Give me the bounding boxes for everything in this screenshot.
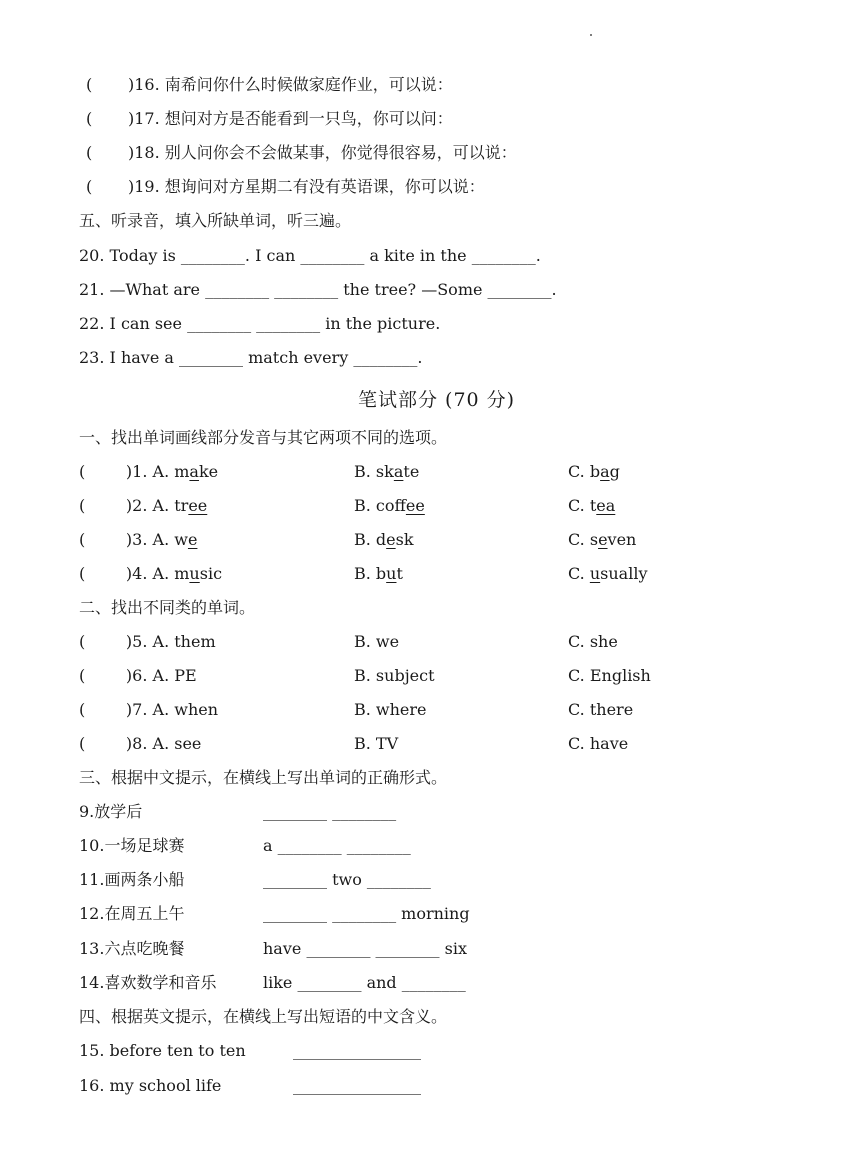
option-a: ( )7. A. when [79, 700, 219, 719]
choice-row-8 [79, 733, 779, 755]
answer-paren: ( [86, 143, 93, 162]
underlined-letters: e [598, 530, 608, 549]
option-b: B. subject [354, 666, 435, 685]
underlined-letters: a [393, 462, 404, 481]
option-b [354, 495, 425, 517]
pronunciation-row-3 [79, 529, 779, 551]
word-part: B. sk [354, 462, 394, 481]
underlined-letters: a [600, 462, 610, 481]
written-part-title: 笔试部分 (70 分) [358, 389, 516, 411]
pronunciation-row-4 [79, 563, 779, 585]
option-c [568, 495, 615, 517]
underlined-letters: u [386, 564, 397, 583]
answer-paren: ( [86, 75, 93, 94]
scan-dot [590, 34, 592, 36]
option-b: B. where [354, 700, 427, 719]
pronunciation-row-2 [79, 495, 779, 517]
underlined-letters: e [187, 530, 198, 549]
option-a [79, 529, 197, 551]
question-number: ( )1. A. [79, 462, 175, 481]
option-a [79, 563, 222, 585]
option-a [79, 495, 207, 517]
answer-blank: have ________ ________ six [263, 939, 467, 958]
answer-blank: ________ two ________ [263, 870, 431, 889]
section4-heading: 四、根据英文提示，在横线上写出短语的中文含义。 [79, 1007, 448, 1026]
choice-row-6 [79, 665, 779, 687]
word-part: w [174, 530, 188, 549]
question-number: )18. [128, 143, 160, 162]
underlined-letters: ee [188, 496, 208, 515]
word-part: g [609, 462, 620, 481]
fill-blank-23: 23. I have a ________ match every ________. [79, 348, 423, 367]
word-part: C. t [568, 496, 597, 515]
chinese-prompt: 13.六点吃晚餐 [79, 939, 185, 958]
chinese-prompt: 11.画两条小船 [79, 870, 185, 889]
answer-blank: ________________ [293, 1076, 421, 1095]
question-number: )19. [128, 177, 160, 196]
word-part: C. s [568, 530, 599, 549]
phrase-item-15 [79, 1040, 679, 1062]
translation-item-13 [79, 938, 679, 960]
question-number: ( )4. A. [79, 564, 175, 583]
question-text: 南希问你什么时候做家庭作业，可以说： [164, 75, 453, 94]
section3-heading: 三、根据中文提示，在横线上写出单词的正确形式。 [79, 768, 448, 787]
word-part: C. [568, 564, 590, 583]
option-b [354, 563, 403, 585]
option-c: C. there [568, 700, 634, 719]
word-part: t [396, 564, 403, 583]
english-phrase: 16. my school life [79, 1076, 222, 1095]
question-number: )17. [128, 109, 160, 128]
option-c: C. English [568, 666, 651, 685]
option-c: C. have [568, 734, 629, 753]
word-part: ke [198, 462, 219, 481]
underlined-letters: u [589, 564, 601, 583]
translation-item-11 [79, 869, 679, 891]
word-part: B. coff [354, 496, 406, 515]
option-a [79, 461, 218, 483]
option-c: C. she [568, 632, 618, 651]
underlined-letters: a [189, 462, 199, 481]
word-part: sually [600, 564, 648, 583]
choice-row-5 [79, 631, 779, 653]
chinese-prompt: 10.一场足球赛 [79, 836, 185, 855]
question-19 [86, 176, 485, 198]
option-c [568, 461, 620, 483]
underlined-letters: ea [596, 496, 616, 515]
word-part: sk [395, 530, 414, 549]
fill-blank-21: 21. —What are ________ ________ the tree? —Some ________. [79, 280, 557, 299]
word-part: m [174, 564, 190, 583]
fill-blank-20: 20. Today is ________. I can ________ a kite in the ________. [79, 246, 541, 265]
answer-blank: a ________ ________ [263, 836, 411, 855]
underlined-letters: e [386, 530, 396, 549]
section2-heading: 二、找出不同类的单词。 [79, 598, 256, 617]
section5-heading: 五、听录音，填入所缺单词，听三遍。 [79, 211, 352, 230]
word-part: tr [174, 496, 189, 515]
word-part: C. b [568, 462, 601, 481]
answer-blank: ________ ________ morning [263, 904, 470, 923]
option-c [568, 563, 647, 585]
translation-item-10 [79, 835, 679, 857]
question-text: 别人问你会不会做某事，你觉得很容易，可以说： [164, 143, 517, 162]
question-number: )16. [128, 75, 160, 94]
word-part: ven [607, 530, 637, 549]
word-part: B. b [354, 564, 387, 583]
question-17 [86, 108, 453, 130]
phrase-item-16 [79, 1075, 679, 1097]
option-b [354, 461, 419, 483]
option-a: ( )5. A. them [79, 632, 216, 651]
chinese-prompt: 14.喜欢数学和音乐 [79, 973, 217, 992]
question-16 [86, 74, 453, 96]
chinese-prompt: 12.在周五上午 [79, 904, 185, 923]
question-number: ( )3. A. [79, 530, 175, 549]
answer-paren: ( [86, 177, 93, 196]
section1-heading: 一、找出单词画线部分发音与其它两项不同的选项。 [79, 428, 448, 447]
question-text: 想询问对方星期二有没有英语课，你可以说： [164, 177, 485, 196]
option-c [568, 529, 636, 551]
pronunciation-row-1 [79, 461, 779, 483]
word-part: m [174, 462, 190, 481]
answer-blank: ________________ [293, 1041, 421, 1060]
question-18 [86, 142, 517, 164]
translation-item-9 [79, 801, 679, 823]
option-a: ( )8. A. see [79, 734, 202, 753]
word-part: sic [199, 564, 223, 583]
underlined-letters: u [189, 564, 200, 583]
option-b: B. TV [354, 734, 399, 753]
question-number: ( )2. A. [79, 496, 175, 515]
english-phrase: 15. before ten to ten [79, 1041, 246, 1060]
translation-item-14 [79, 972, 679, 994]
option-b: B. we [354, 632, 400, 651]
question-text: 想问对方是否能看到一只鸟，你可以问： [164, 109, 453, 128]
answer-blank: ________ ________ [263, 802, 397, 821]
word-part: te [403, 462, 420, 481]
underlined-letters: ee [405, 496, 425, 515]
option-b [354, 529, 414, 551]
translation-item-12 [79, 903, 679, 925]
answer-blank: like ________ and ________ [263, 973, 466, 992]
word-part: B. d [354, 530, 387, 549]
chinese-prompt: 9.放学后 [79, 802, 143, 821]
option-a: ( )6. A. PE [79, 666, 197, 685]
choice-row-7 [79, 699, 779, 721]
answer-paren: ( [86, 109, 93, 128]
fill-blank-22: 22. I can see ________ ________ in the picture. [79, 314, 441, 333]
